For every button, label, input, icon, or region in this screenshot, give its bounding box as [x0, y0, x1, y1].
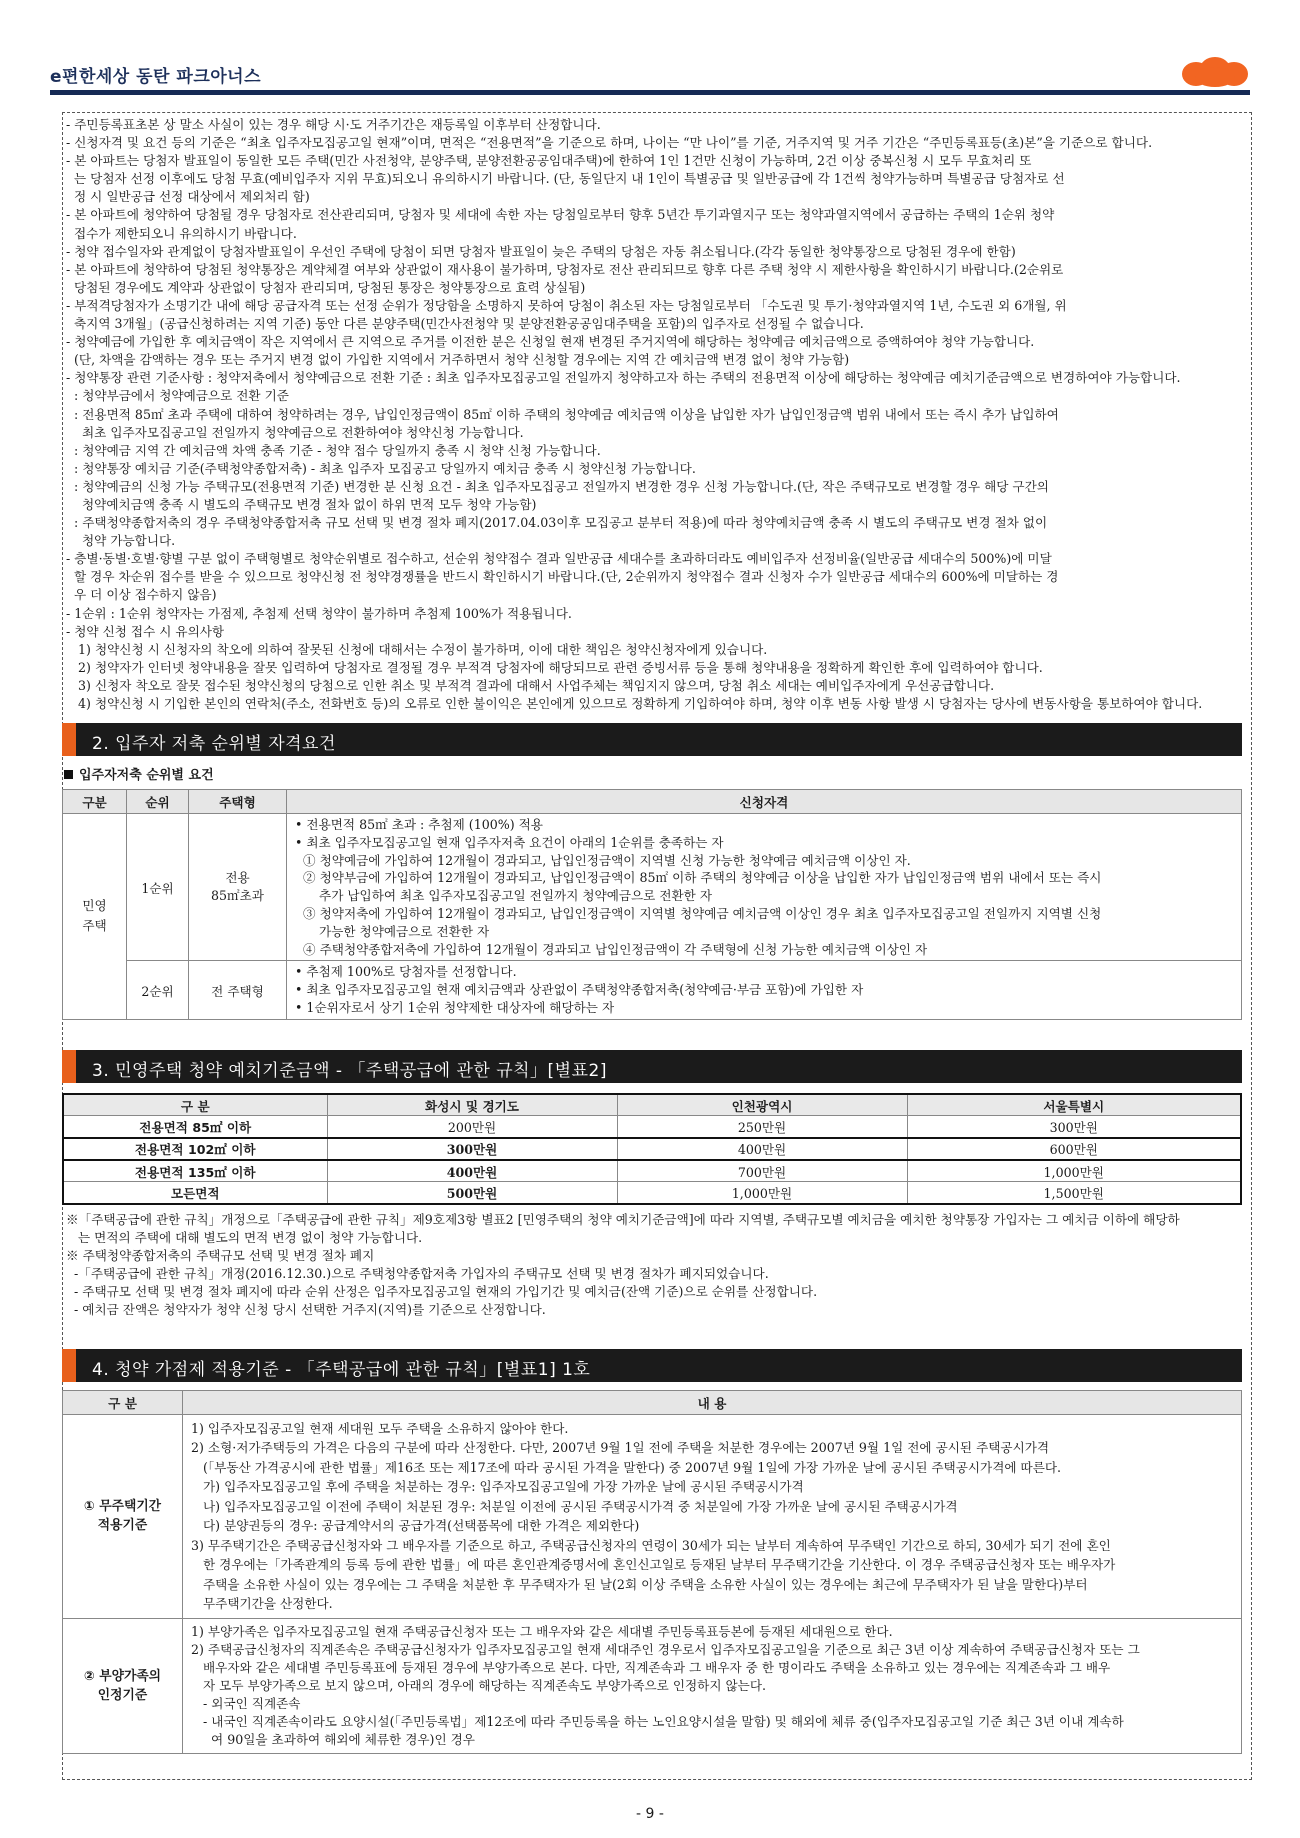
table-cell: 700만원: [617, 1160, 907, 1182]
text-line: 청약 가능합니다.: [66, 533, 176, 549]
text-line: (「부동산 가격공시에 관한 법률」제16조 또는 제17조에 따라 공시된 가격을 말한다) 중 2007년 9월 1일에 가장 가까운 날에 공시된 주택공시가격에 따른다.: [191, 1459, 1062, 1475]
text-line: 4) 청약신청 시 기입한 본인의 연락처(주소, 전화번호 등)의 오류로 인한 불이익은 본인에게 있으므로 정확하게 기입하여야 하며, 청약 이후 변동 사항 발생 시 당첨자는 당사에 변동사항을 통보하여야 합니다.: [66, 696, 1203, 711]
subhead-text: 입주자저축 순위별 요건: [79, 768, 214, 784]
rank-cell: 1순위: [127, 814, 189, 961]
text-line: • 추첨제 100%로 당첨자를 선정합니다.: [295, 964, 517, 980]
text-line: - 청약 접수일자와 관계없이 당첨자발표일이 우선인 주택에 당첨이 되면 당첨자 발표일이 늦은 주택의 당첨은 자동 취소됩니다.(각각 동일한 청약통장으로 당첨된 경우에 한함): [66, 243, 1016, 259]
text-line: • 최초 입주자모집공고일 현재 예치금액과 상관없이 주택청약종합저축(청약예금·부금 포함)에 가입한 자: [295, 982, 864, 998]
row-label: ② 부양가족의 인정기준: [63, 1618, 183, 1753]
text-line: 여 90일을 초과하여 해외에 체류한 경우)인 경우: [191, 1731, 475, 1747]
table-row: [63, 1182, 1241, 1204]
text-line: 추가 납입하여 최초 입주자모집공고일 전일까지 청약예금으로 전환한 자: [295, 888, 713, 904]
table-cell: 1,000만원: [907, 1160, 1241, 1182]
col-header: 구분: [63, 790, 127, 814]
table-row: [63, 814, 1242, 961]
text-line: - 본 아파트에 청약하여 당첨될 경우 당첨자로 전산관리되며, 당첨자 및 세대에 속한 자는 당첨일로부터 향후 5년간 투기과열지구 또는 청약과열지역에서 공급하는 주택의 1순위 청약: [66, 207, 1055, 223]
text-line: 무주택기간을 산정한다.: [191, 1596, 333, 1612]
text-line: 가능한 청약예금으로 전환한 자: [295, 923, 490, 939]
text-line: - 청약통장 관련 기준사항 : 청약저축에서 청약예금으로 전환 기준 : 최초 입주자모집공고일 전일까지 청약하고자 하는 주택의 전용면적 이상에 해당하는 청약예금 예치기준금액으로 변경하여야 가능합니다.: [66, 370, 1181, 386]
section-2-subhead: [64, 764, 1242, 783]
table-row: [63, 1138, 1241, 1160]
page-content: [62, 116, 1242, 1754]
text-line: ② 청약부금에 가입하여 12개월이 경과되고, 납입인정금액이 85㎡ 이하 주택의 청약예금 이상을 납입한 자가 납입인정금액 범위 내에서 또는 즉시: [295, 870, 1102, 886]
section-2-heading: [62, 723, 1242, 756]
section-2-title: 2. 입주자 저축 순위별 자격요건: [92, 734, 336, 755]
col-header: 서울특별시: [907, 1094, 1241, 1116]
text-line: : 청약예금 지역 간 예치금액 차액 충족 기준 - 청약 접수 당일까지 충족 시 청약 신청 가능합니다.: [66, 442, 601, 458]
table-cell: 250만원: [617, 1116, 907, 1138]
text-line: - 부적격당첨자가 소명기간 내에 해당 공급자격 또는 선정 순위가 정당함을 소명하지 못하여 당첨이 취소된 자는 당첨일로부터 「수도권 및 투기·청약과열지역 1년, 수도권 외 6개월, 위: [66, 297, 1067, 313]
deposit-table: [62, 1093, 1242, 1205]
table-row: [63, 1160, 1241, 1182]
table-header-row: [63, 1390, 1242, 1414]
text-line: 청약예치금액 충족 시 별도의 주택규모 변경 절차 없이 하위 면적 모두 청약 가능함): [66, 496, 537, 512]
text-line: 2) 주택공급신청자의 직계존속은 주택공급신청자가 입주자모집공고일 현재 세대주인 경우로서 입주자모집공고일을 기준으로 최근 3년 이상 계속하여 주택공급신청자 또는 그: [191, 1641, 1140, 1657]
text-line: : 전용면적 85㎡ 초과 주택에 대하여 청약하려는 경우, 납입인정금액이 85㎡ 이하 주택의 청약예금 예치금액 이상을 납입한 자가 납입인정금액 범위 내에서 또는 즉시 추가 납입하여: [66, 406, 1059, 422]
section-accent-bar: [62, 1349, 76, 1382]
col-header: 구 분: [63, 1390, 183, 1414]
text-line: • 최초 입주자모집공고일 현재 입주자저축 요건이 아래의 1순위를 충족하는 자: [295, 834, 724, 850]
text-line: -「주택공급에 관한 규칙」개정(2016.12.30.)으로 주택청약종합저축 가입자의 주택규모 선택 및 변경 절차가 폐지되었습니다.: [66, 1265, 769, 1281]
homeless-period-criteria: [183, 1414, 1242, 1618]
row-label: ① 무주택기간 적용기준: [63, 1414, 183, 1618]
text-line: - 예치금 잔액은 청약자가 청약 신청 당시 선택한 거주지(지역)를 기준으로 산정합니다.: [66, 1301, 546, 1317]
text-line: 3) 신청자 착오로 잘못 접수된 청약신청의 당첨으로 인한 취소 및 부적격 결과에 대해서 사업주체는 책임지지 않으며, 당첨 취소 세대는 예비입주자에게 우선공급합니다.: [66, 677, 995, 693]
text-line: - 청약 신청 접수 시 유의사항: [66, 623, 225, 639]
text-line: 가) 입주자모집공고일 후에 주택을 처분하는 경우: 입주자모집공고일에 가장 가까운 날에 공시된 주택공시가격: [191, 1479, 804, 1495]
brand-logo-icon: [1180, 56, 1250, 88]
text-line: • 전용면적 85㎡ 초과 : 추첨제 (100%) 적용: [295, 817, 543, 833]
text-line: : 청약통장 예치금 기준(주택청약종합저축) - 최초 입주자 모집공고 당일까지 예치금 충족 시 청약신청 가능합니다.: [66, 460, 696, 476]
text-line: - 청약예금에 가입한 후 예치금액이 작은 지역에서 큰 지역으로 주거를 이전한 분은 신청일 현재 변경된 주거지역에 해당하는 청약예금 예치금액으로 증액하여야 청약 가능합니다.: [66, 334, 1035, 350]
section-3-title: 3. 민영주택 청약 예치기준금액 - 「주택공급에 관한 규칙」[별표2]: [92, 1060, 607, 1081]
col-header: 순위: [127, 790, 189, 814]
text-line: 1) 청약신청 시 신청자의 착오에 의하여 잘못된 신청에 대해서는 수정이 불가하며, 이에 대한 책임은 청약신청자에게 있습니다.: [66, 641, 768, 657]
text-line: 2) 소형·저가주택등의 가격은 다음의 구분에 따라 산정한다. 다만, 2007년 9월 1일 전에 주택을 처분한 경우에는 2007년 9월 1일 전에 공시된 주택공시가격: [191, 1440, 1050, 1456]
text-line: ※「주택공급에 관한 규칙」개정으로「주택공급에 관한 규칙」제9호제3항 별표2 [민영주택의 청약 예치기준금액]에 따라 지역별, 주택규모별 예치금을 예치한 청약통장 가입자는 그 예치금 이하에 해당하: [66, 1211, 1180, 1227]
section-accent-bar: [62, 1050, 76, 1083]
text-line: : 주택청약종합저축의 경우 주택청약종합저축 규모 선택 및 변경 절차 폐지(2017.04.03이후 모집공고 분부터 적용)에 따라 청약예치금액 충족 시 별도의 주택규모 변경 절차 없이: [66, 515, 1048, 531]
text-line: 한 경우에는「가족관계의 등록 등에 관한 법률」에 따른 혼인관계증명서에 혼인신고일로 등재된 날부터 무주택기간을 기산한다. 이 경우 주택공급신청자 또는 배우자가: [191, 1557, 1116, 1573]
text-line: - 신청자격 및 요건 등의 기준은 “최초 입주자모집공고일 현재”이며, 면적은 “전용면적”을 기준으로 하며, 나이는 “만 나이”를 기준, 거주지역 및 거주 기간은 “주민등록표등(초)본”을 기준으로 합니다.: [66, 135, 1153, 151]
table-cell: 200만원: [327, 1116, 617, 1138]
col-header: 인천광역시: [617, 1094, 907, 1116]
rank-cell: 2순위: [127, 961, 189, 1019]
text-line: - 본 아파트는 당첨자 발표일이 동일한 모든 주택(민간 사전청약, 분양주택, 분양전환공공임대주택)에 한하여 1인 1건만 신청이 가능하며, 2건 이상 중복신청 시 모두 무효처리 또: [66, 153, 1032, 169]
text-line: 는 당첨자 선정 이후에도 당첨 무효(예비입주자 지위 무효)되오니 유의하시기 바랍니다. (단, 동일단지 내 1인이 특별공급 및 일반공급에 각 1건씩 청약가능하며 특별공급 당첨자로 선: [66, 171, 1065, 187]
table-header-row: [63, 790, 1242, 814]
table-row: [63, 1414, 1242, 1618]
dependents-criteria: [183, 1618, 1242, 1753]
text-line: 접수가 제한되오니 유의하시기 바랍니다.: [66, 225, 297, 241]
section-accent-bar: [62, 723, 76, 756]
square-bullet-icon: [64, 770, 73, 779]
section-4-title: 4. 청약 가점제 적용기준 - 「주택공급에 관한 규칙」[별표1] 1호: [92, 1359, 591, 1380]
text-line: 축지역 3개월」(공급신청하려는 지역 기준) 동안 다른 분양주택(민간사전청약 및 분양전환공공임대주택을 포함)의 입주자로 선정될 수 없습니다.: [66, 316, 864, 332]
header-title: e편한세상 동탄 파크아너스: [50, 67, 262, 87]
rank-requirements-table: [62, 789, 1242, 1020]
text-line: 우 더 이상 접수하지 않음): [66, 587, 217, 603]
text-line: ④ 주택청약종합저축에 가입하여 12개월이 경과되고 납입인정금액이 각 주택형에 신청 가능한 예치금액 이상인 자: [295, 941, 928, 957]
house-type-cell: 전 주택형: [189, 961, 287, 1019]
row-label: 전용면적 102㎡ 이하: [63, 1138, 327, 1160]
text-line: 배우자와 같은 세대별 주민등록표에 등재된 경우에 부양가족으로 본다. 다만, 직계존속과 그 배우자 중 한 명이라도 주택을 소유하고 있는 경우에는 직계존속과 그 배우: [191, 1659, 1111, 1675]
text-line: ③ 청약저축에 가입하여 12개월이 경과되고, 납입인정금액이 지역별 청약예금 예치금액 이상인 경우 최초 입주자모집공고일 전일까지 지역별 신청: [295, 906, 1102, 922]
col-header: 구 분: [63, 1094, 327, 1116]
table-row: [63, 1618, 1242, 1753]
table-cell: 400만원: [617, 1138, 907, 1160]
text-line: 나) 입주자모집공고일 이전에 주택이 처분된 경우: 처분일 이전에 공시된 주택공시가격 중 처분일에 가장 가까운 날에 공시된 주택공시가격: [191, 1498, 958, 1514]
text-line: 다) 분양권등의 경우: 공급계약서의 공급가격(선택품목에 대한 가격은 제외한다): [191, 1518, 640, 1534]
rank2-qualification: [287, 961, 1242, 1019]
col-header: 주택형: [189, 790, 287, 814]
text-line: - 층별·동별·호별·향별 구분 없이 주택형별로 청약순위별로 접수하고, 선순위 청약접수 결과 일반공급 세대수를 초과하더라도 예비입주자 선정비율(일반공급 세대수의 500%)에 미달: [66, 551, 1052, 567]
header-rule: [50, 90, 1250, 95]
section-3-notes: [62, 1211, 1242, 1319]
row-label: 모든면적: [63, 1182, 327, 1204]
row-label: 전용면적 85㎡ 이하: [63, 1116, 327, 1138]
text-line: : 청약부금에서 청약예금으로 전환 기준: [66, 388, 289, 404]
table-row: [63, 961, 1242, 1019]
text-line: 당첨된 경우에도 계약과 상관없이 당첨자 관리되며, 당첨된 통장은 청약통장으로 효력 상실됨): [66, 279, 586, 295]
col-header: 내 용: [183, 1390, 1242, 1414]
table-cell: 1,500만원: [907, 1182, 1241, 1204]
table-row: [63, 1116, 1241, 1138]
text-line: - 외국인 직계존속: [191, 1695, 301, 1711]
text-line: - 주민등록표초본 상 말소 사실이 있는 경우 해당 시·도 거주기간은 재등록일 이후부터 산정합니다.: [66, 117, 601, 132]
text-line: 3) 무주택기간은 주택공급신청자와 그 배우자를 기준으로 하고, 주택공급신청자의 연령이 30세가 되는 날부터 계속하여 무주택인 기간으로 하되, 30세가 되기 전에 혼인: [191, 1537, 1111, 1553]
point-system-table: [62, 1390, 1242, 1754]
row-label: 전용면적 135㎡ 이하: [63, 1160, 327, 1182]
text-line: 자 모두 부양가족으로 보지 않으며, 아래의 경우에 해당하는 직계존속도 부양가족으로 인정하지 않는다.: [191, 1677, 767, 1693]
intro-bullets: [62, 116, 1242, 713]
text-line: • 1순위자로서 상기 1순위 청약제한 대상자에 해당하는 자: [295, 1000, 615, 1016]
text-line: ① 청약예금에 가입하여 12개월이 경과되고, 납입인정금액이 지역별 신청 가능한 청약예금 예치금액 이상인 자.: [295, 852, 911, 868]
rank1-qualification: [287, 814, 1242, 961]
section-4-heading: [62, 1349, 1242, 1382]
col-header: 신청자격: [287, 790, 1242, 814]
table-cell: 500만원: [327, 1182, 617, 1204]
category-cell: 민영 주택: [63, 814, 127, 1020]
table-cell: 300만원: [327, 1138, 617, 1160]
table-cell: 1,000만원: [617, 1182, 907, 1204]
text-line: : 청약예금의 신청 가능 주택규모(전용면적 기준) 변경한 분 신청 요건 - 최초 입주자모집공고 전일까지 변경한 경우 신청 가능합니다.(단, 작은 주택규모로 변경할 경우 해당 구간의: [66, 478, 1049, 494]
text-line: - 본 아파트에 청약하여 당첨된 청약통장은 계약체결 여부와 상관없이 재사용이 불가하며, 당첨자로 전산 관리되므로 향후 다른 주택 청약 시 제한사항을 확인하시기 바랍니다.(2순위로: [66, 261, 1064, 277]
text-line: 최초 입주자모집공고일 전일까지 청약예금으로 전환하여야 청약신청 가능합니다.: [66, 424, 524, 440]
text-line: - 주택규모 선택 및 변경 절차 폐지에 따라 순위 산정은 입주자모집공고일 현재의 가입기간 및 예치금(잔액 기준)으로 순위를 산정합니다.: [66, 1283, 818, 1299]
text-line: - 내국인 직계존속이라도 요양시설(「주민등록법」제12조에 따라 주민등록을 하는 노인요양시설을 말함) 및 해외에 체류 중(입주자모집공고일 기준 최근 3년 이내 계속하: [191, 1713, 1124, 1729]
table-cell: 600만원: [907, 1138, 1241, 1160]
table-cell: 400만원: [327, 1160, 617, 1182]
text-line: ※ 주택청약종합저축의 주택규모 선택 및 변경 절차 폐지: [66, 1247, 375, 1263]
text-line: (단, 차액을 감액하는 경우 또는 주거지 변경 없이 가입한 지역에서 거주하면서 청약 신청할 경우에는 지역 간 예치금액 변경 없이 청약 가능함): [66, 352, 850, 368]
text-line: 1) 부양가족은 입주자모집공고일 현재 주택공급신청자 또는 그 배우자와 같은 세대별 주민등록표등본에 등재된 세대원으로 한다.: [191, 1623, 893, 1639]
table-cell: 300만원: [907, 1116, 1241, 1138]
section-3-heading: [62, 1050, 1242, 1083]
text-line: 2) 청약자가 인터넷 청약내용을 잘못 입력하여 당첨자로 결정될 경우 부적격 당첨자에 해당되므로 관련 증빙서류 등을 통해 청약내용을 정확하게 확인한 후에 입력하여야 합니다.: [66, 659, 1043, 675]
text-line: 정 시 일반공급 선정 대상에서 제외처리 함): [66, 189, 310, 205]
house-type-cell: 전용 85㎡초과: [189, 814, 287, 961]
text-line: 할 경우 차순위 접수를 받을 수 있으므로 청약신청 전 청약경쟁률을 반드시 확인하시기 바랍니다.(단, 2순위까지 청약접수 결과 신청자 수가 일반공급 세대수의 600%에 미달하는 경: [66, 569, 1059, 585]
text-line: - 1순위 : 1순위 청약자는 가점제, 추첨제 선택 청약이 불가하며 추첨제 100%가 적용됩니다.: [66, 605, 572, 621]
page-number: - 9 -: [636, 1806, 664, 1822]
text-line: 주택을 소유한 사실이 있는 경우에는 그 주택을 처분한 후 무주택자가 된 날(2회 이상 주택을 소유한 사실이 있는 경우에는 최근에 무주택자가 된 날을 말한다)부터: [191, 1576, 1088, 1592]
text-line: 는 면적의 주택에 대해 별도의 면적 변경 없이 청약 가능합니다.: [66, 1229, 423, 1245]
table-header-row: [63, 1094, 1241, 1116]
col-header: 화성시 및 경기도: [327, 1094, 617, 1116]
text-line: 1) 입주자모집공고일 현재 세대원 모두 주택을 소유하지 않아야 한다.: [191, 1420, 569, 1436]
